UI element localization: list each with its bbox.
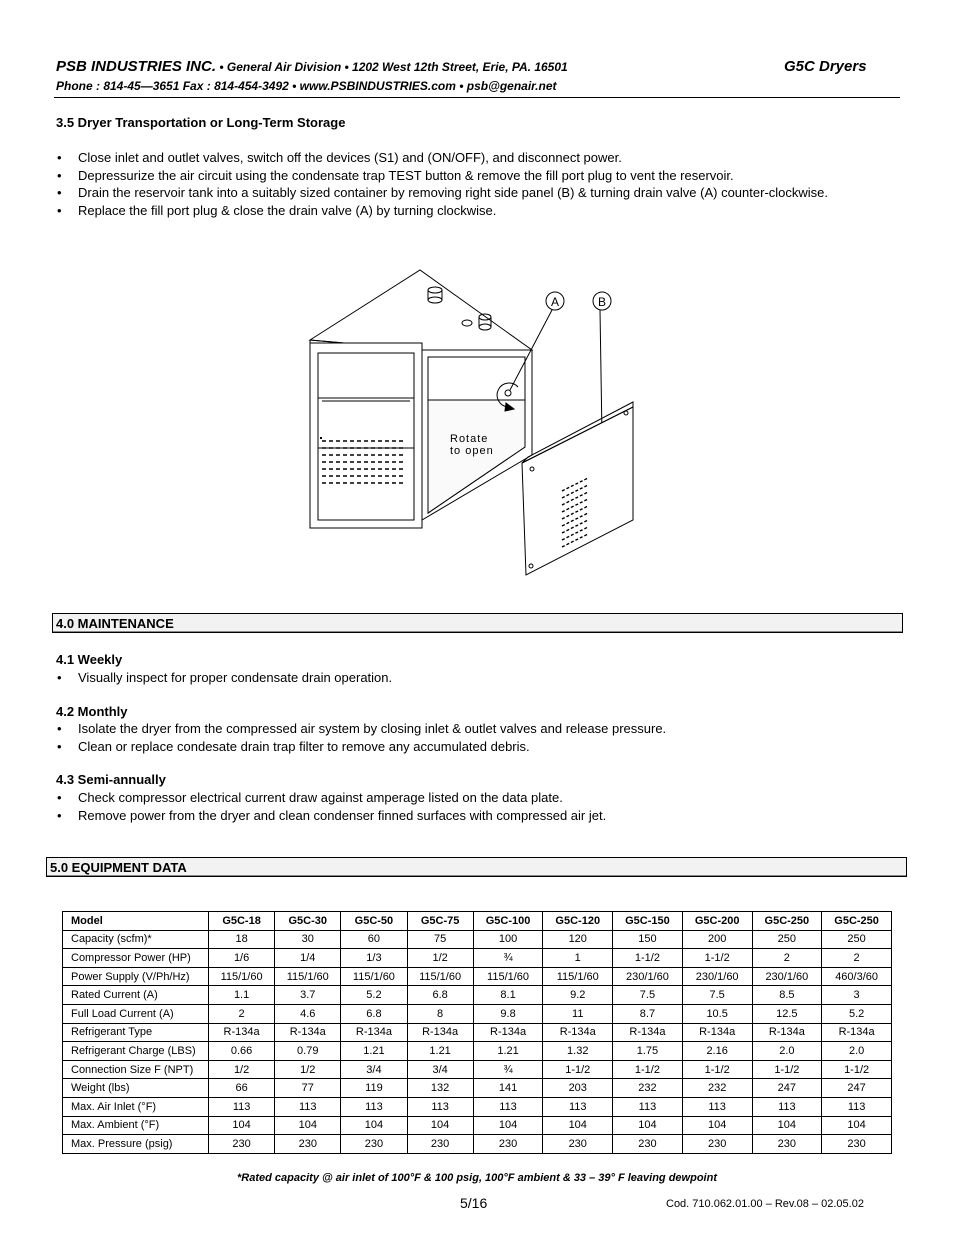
- list-item: • Close inlet and outlet valves, switch off the devices (S1) and (ON/OFF), and disconnect power.: [55, 149, 898, 167]
- table-cell: 9.8: [473, 1004, 543, 1023]
- table-cell: 0.79: [275, 1042, 341, 1061]
- table-cell: 1: [543, 949, 613, 968]
- company-address: • General Air Division • 1202 West 12th Street, Erie, PA. 16501: [216, 60, 568, 74]
- table-cell: 7.5: [613, 986, 683, 1005]
- table-cell: 115/1/60: [209, 967, 275, 986]
- table-cell: R-134a: [682, 1023, 752, 1042]
- table-cell: 230: [275, 1135, 341, 1154]
- table-cell: R-134a: [407, 1023, 473, 1042]
- list-item: • Clean or replace condesate drain trap filter to remove any accumulated debris.: [55, 738, 898, 756]
- table-cell: 1/2: [209, 1060, 275, 1079]
- table-cell: 132: [407, 1079, 473, 1098]
- table-header-row: [63, 912, 892, 931]
- table-cell: 460/3/60: [822, 967, 892, 986]
- table-cell: 113: [407, 1097, 473, 1116]
- document-code: Cod. 710.062.01.00 – Rev.08 – 02.05.02: [666, 1198, 864, 1210]
- table-cell: 115/1/60: [407, 967, 473, 986]
- row-label: Max. Ambient (°F): [63, 1116, 209, 1135]
- maintenance-section-bar: 4.0 MAINTENANCE: [52, 613, 903, 633]
- table-cell: 2.0: [752, 1042, 822, 1061]
- row-label: Refrigerant Type: [63, 1023, 209, 1042]
- table-cell: 230: [682, 1135, 752, 1154]
- table-cell: 104: [752, 1116, 822, 1135]
- column-header: G5C-30: [275, 912, 341, 931]
- table-cell: R-134a: [209, 1023, 275, 1042]
- page-number: 5/16: [460, 1195, 488, 1211]
- table-cell: 1-1/2: [682, 1060, 752, 1079]
- section-3-5-list: [55, 149, 898, 219]
- table-row: [63, 1135, 892, 1154]
- monthly-title: 4.2 Monthly: [56, 704, 128, 719]
- table-cell: 230: [822, 1135, 892, 1154]
- row-label: Rated Current (A): [63, 986, 209, 1005]
- table-cell: R-134a: [543, 1023, 613, 1042]
- table-cell: 2.16: [682, 1042, 752, 1061]
- table-cell: 104: [613, 1116, 683, 1135]
- table-cell: 1-1/2: [752, 1060, 822, 1079]
- rotate-label-line2: to open: [450, 445, 494, 457]
- table-cell: 250: [822, 930, 892, 949]
- table-row: [63, 967, 892, 986]
- table-cell: 120: [543, 930, 613, 949]
- column-header-model: Model: [63, 912, 209, 931]
- table-cell: 7.5: [682, 986, 752, 1005]
- table-cell: 113: [275, 1097, 341, 1116]
- table-cell: 230: [613, 1135, 683, 1154]
- column-header: G5C-250: [752, 912, 822, 931]
- row-label: Max. Pressure (psig): [63, 1135, 209, 1154]
- table-cell: 30: [275, 930, 341, 949]
- table-cell: 1.21: [341, 1042, 407, 1061]
- weekly-list: [55, 669, 898, 687]
- row-label: Refrigerant Charge (LBS): [63, 1042, 209, 1061]
- table-row: [63, 1097, 892, 1116]
- table-cell: 2.0: [822, 1042, 892, 1061]
- column-header: G5C-18: [209, 912, 275, 931]
- table-cell: 113: [543, 1097, 613, 1116]
- table-cell: 2: [822, 949, 892, 968]
- table-row: [63, 1004, 892, 1023]
- table-cell: 1/3: [341, 949, 407, 968]
- table-cell: 6.8: [341, 1004, 407, 1023]
- table-cell: 1/2: [407, 949, 473, 968]
- table-cell: 77: [275, 1079, 341, 1098]
- rotate-label-line1: Rotate: [450, 433, 489, 445]
- table-cell: 230: [209, 1135, 275, 1154]
- table-cell: R-134a: [341, 1023, 407, 1042]
- table-row: [63, 1060, 892, 1079]
- table-cell: 11: [543, 1004, 613, 1023]
- table-cell: 104: [543, 1116, 613, 1135]
- table-row: [63, 1023, 892, 1042]
- row-label: Full Load Current (A): [63, 1004, 209, 1023]
- table-cell: 200: [682, 930, 752, 949]
- row-label: Max. Air Inlet (°F): [63, 1097, 209, 1116]
- table-cell: 203: [543, 1079, 613, 1098]
- table-cell: 232: [613, 1079, 683, 1098]
- list-item: • Depressurize the air circuit using the condensate trap TEST button & remove the fill port plug to vent the reservoir.: [55, 167, 898, 185]
- table-cell: 1.21: [473, 1042, 543, 1061]
- table-cell: 10.5: [682, 1004, 752, 1023]
- table-cell: 5.2: [822, 1004, 892, 1023]
- column-header: G5C-120: [543, 912, 613, 931]
- table-cell: 3/4: [341, 1060, 407, 1079]
- table-cell: 1-1/2: [543, 1060, 613, 1079]
- table-cell: 12.5: [752, 1004, 822, 1023]
- equipment-section-bar: 5.0 EQUIPMENT DATA: [46, 857, 907, 877]
- table-cell: 1.32: [543, 1042, 613, 1061]
- table-cell: 230/1/60: [613, 967, 683, 986]
- product-title: G5C Dryers: [784, 58, 867, 75]
- table-cell: 6.8: [407, 986, 473, 1005]
- table-cell: 60: [341, 930, 407, 949]
- list-item: • Visually inspect for proper condensate drain operation.: [55, 669, 898, 687]
- table-cell: R-134a: [275, 1023, 341, 1042]
- table-cell: R-134a: [613, 1023, 683, 1042]
- table-cell: ¾: [473, 1060, 543, 1079]
- list-item: • Check compressor electrical current draw against amperage listed on the data plate.: [55, 789, 898, 807]
- table-cell: 1-1/2: [682, 949, 752, 968]
- table-cell: 230/1/60: [682, 967, 752, 986]
- table-cell: 230: [752, 1135, 822, 1154]
- table-cell: 75: [407, 930, 473, 949]
- table-cell: 104: [822, 1116, 892, 1135]
- table-cell: 8: [407, 1004, 473, 1023]
- column-header: G5C-250: [822, 912, 892, 931]
- callout-a-label: A: [550, 295, 560, 309]
- table-cell: 100: [473, 930, 543, 949]
- table-cell: 8.1: [473, 986, 543, 1005]
- dryer-illustration: [300, 265, 645, 583]
- table-row: [63, 986, 892, 1005]
- semi-annual-title: 4.3 Semi-annually: [56, 772, 166, 787]
- row-label: Connection Size F (NPT): [63, 1060, 209, 1079]
- table-cell: 247: [822, 1079, 892, 1098]
- table-row: [63, 1116, 892, 1135]
- table-cell: R-134a: [822, 1023, 892, 1042]
- monthly-list: [55, 720, 898, 755]
- table-cell: 5.2: [341, 986, 407, 1005]
- company-header: [56, 58, 568, 75]
- table-cell: 247: [752, 1079, 822, 1098]
- list-item: • Drain the reservoir tank into a suitably sized container by removing right side panel (B) & turning drain valve (A) counter-clockwise.: [55, 184, 898, 202]
- table-cell: 9.2: [543, 986, 613, 1005]
- table-row: [63, 1079, 892, 1098]
- table-cell: ¾: [473, 949, 543, 968]
- table-cell: 104: [682, 1116, 752, 1135]
- table-cell: 115/1/60: [275, 967, 341, 986]
- table-cell: 1-1/2: [613, 1060, 683, 1079]
- table-cell: 115/1/60: [341, 967, 407, 986]
- table-cell: 115/1/60: [543, 967, 613, 986]
- table-row: [63, 949, 892, 968]
- table-cell: 18: [209, 930, 275, 949]
- section-3-5-title: 3.5 Dryer Transportation or Long-Term Storage: [56, 115, 346, 130]
- table-cell: 1.21: [407, 1042, 473, 1061]
- table-cell: 1/6: [209, 949, 275, 968]
- list-item: • Remove power from the dryer and clean condenser finned surfaces with compressed air jet.: [55, 807, 898, 825]
- table-cell: 3/4: [407, 1060, 473, 1079]
- header-divider: [54, 97, 900, 98]
- table-cell: 3: [822, 986, 892, 1005]
- row-label: Compressor Power (HP): [63, 949, 209, 968]
- row-label: Power Supply (V/Ph/Hz): [63, 967, 209, 986]
- equipment-table: [62, 911, 892, 1154]
- table-cell: 119: [341, 1079, 407, 1098]
- weekly-title: 4.1 Weekly: [56, 652, 123, 667]
- row-label: Weight (lbs): [63, 1079, 209, 1098]
- table-cell: R-134a: [473, 1023, 543, 1042]
- table-cell: 230: [473, 1135, 543, 1154]
- column-header: G5C-100: [473, 912, 543, 931]
- list-item: • Replace the fill port plug & close the drain valve (A) by turning clockwise.: [55, 202, 898, 220]
- table-cell: 115/1/60: [473, 967, 543, 986]
- column-header: G5C-50: [341, 912, 407, 931]
- table-cell: 141: [473, 1079, 543, 1098]
- table-cell: 113: [341, 1097, 407, 1116]
- table-cell: 230/1/60: [752, 967, 822, 986]
- table-cell: 104: [473, 1116, 543, 1135]
- table-cell: 1.1: [209, 986, 275, 1005]
- table-cell: 104: [209, 1116, 275, 1135]
- table-cell: 1-1/2: [613, 949, 683, 968]
- table-cell: R-134a: [752, 1023, 822, 1042]
- table-cell: 8.7: [613, 1004, 683, 1023]
- table-cell: 66: [209, 1079, 275, 1098]
- table-cell: 2: [209, 1004, 275, 1023]
- table-cell: 113: [613, 1097, 683, 1116]
- column-header: G5C-200: [682, 912, 752, 931]
- table-cell: 1.75: [613, 1042, 683, 1061]
- row-label: Capacity (scfm)*: [63, 930, 209, 949]
- column-header: G5C-150: [613, 912, 683, 931]
- table-cell: 113: [822, 1097, 892, 1116]
- semi-annual-list: [55, 789, 898, 824]
- table-cell: 230: [341, 1135, 407, 1154]
- table-cell: 113: [682, 1097, 752, 1116]
- company-name: PSB INDUSTRIES INC.: [56, 58, 217, 75]
- table-cell: 3.7: [275, 986, 341, 1005]
- table-cell: 230: [407, 1135, 473, 1154]
- table-cell: 113: [209, 1097, 275, 1116]
- table-row: [63, 930, 892, 949]
- table-cell: 4.6: [275, 1004, 341, 1023]
- table-cell: 113: [473, 1097, 543, 1116]
- table-cell: 1-1/2: [822, 1060, 892, 1079]
- table-cell: 104: [341, 1116, 407, 1135]
- table-cell: 232: [682, 1079, 752, 1098]
- table-cell: 8.5: [752, 986, 822, 1005]
- table-cell: 250: [752, 930, 822, 949]
- table-cell: 1/2: [275, 1060, 341, 1079]
- table-cell: 230: [543, 1135, 613, 1154]
- table-cell: 2: [752, 949, 822, 968]
- table-footnote: *Rated capacity @ air inlet of 100°F & 100 psig, 100°F ambient & 33 – 39° F leaving dewpoint: [237, 1172, 717, 1184]
- table-cell: 104: [275, 1116, 341, 1135]
- contact-line: Phone : 814-45—3651 Fax : 814-454-3492 • www.PSBINDUSTRIES.com • psb@genair.net: [56, 79, 557, 93]
- table-row: [63, 1042, 892, 1061]
- table-cell: 0.66: [209, 1042, 275, 1061]
- table-cell: 1/4: [275, 949, 341, 968]
- callout-b-label: B: [597, 295, 607, 309]
- table-cell: 104: [407, 1116, 473, 1135]
- list-item: • Isolate the dryer from the compressed air system by closing inlet & outlet valves and release pressure.: [55, 720, 898, 738]
- column-header: G5C-75: [407, 912, 473, 931]
- table-cell: 113: [752, 1097, 822, 1116]
- table-cell: 150: [613, 930, 683, 949]
